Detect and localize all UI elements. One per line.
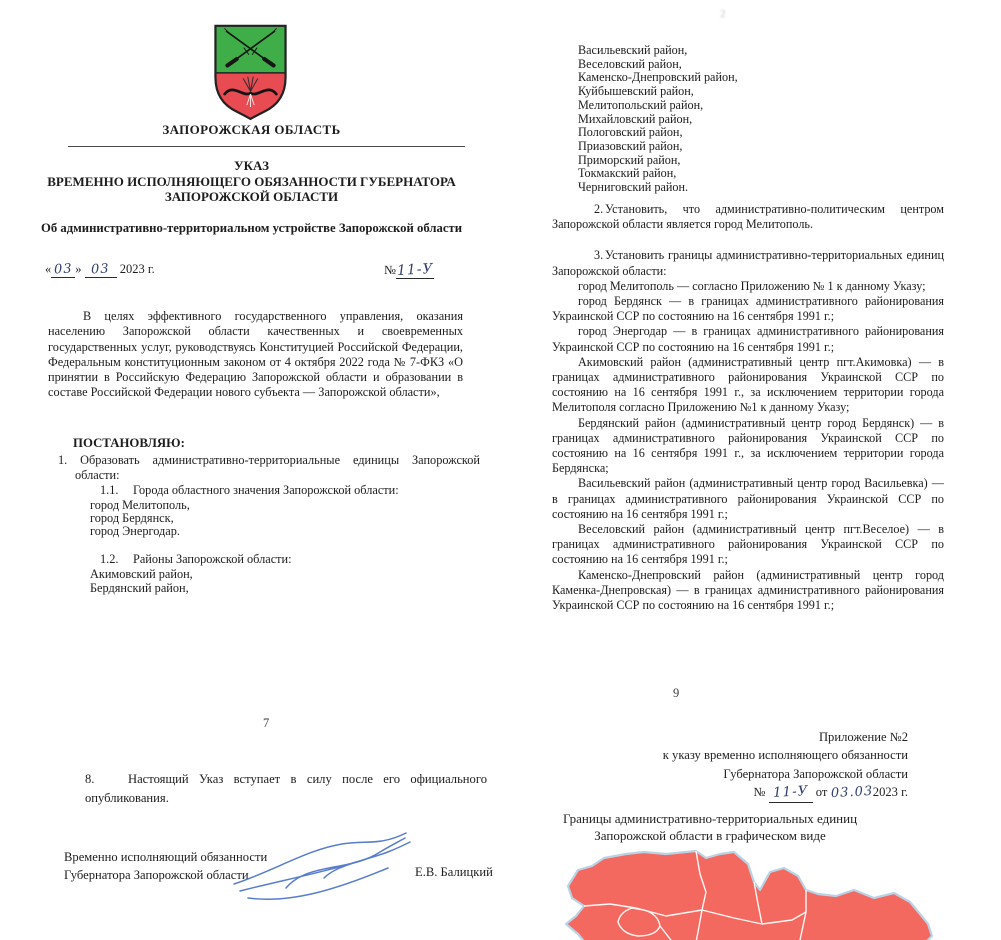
appendix-subtitle-line1: к указу временно исполняющего обязанности (662, 748, 908, 763)
page-7 (0, 700, 505, 940)
appendix-ot: от (815, 785, 828, 800)
boundary-clause: город Энергодар — в границах административного районирования Украинской ССР по состоянию на 16 сентября 1991 г.; (552, 324, 944, 354)
number-sign: № (384, 263, 396, 277)
appendix-number-line (580, 783, 908, 802)
decree-subject: Об административно-территориальном устройстве Запорожской области (40, 221, 463, 235)
appendix-header (580, 728, 908, 803)
list-item: Приморский район, (578, 152, 681, 167)
list-item: Черниговский район. (578, 180, 689, 195)
map-caption-line1: Границы административно-территориальных единиц (562, 811, 858, 826)
list-item: Михайловский район, (578, 111, 693, 126)
handwritten-appendix-number: 11-У (772, 783, 809, 802)
date-quote-open: « (45, 262, 52, 276)
item-2 (552, 202, 944, 232)
boundary-clause: город Бердянск — в границах административного районирования Украинской ССР по состоянию на 16 сентября 1991 г.; (552, 294, 944, 324)
appendix-title: Приложение №2 (818, 730, 908, 744)
list-item: Куйбышевский район, (578, 84, 694, 99)
map-caption (520, 811, 900, 844)
page-1 (38, 0, 480, 615)
signature-role-line1: Временно исполняющий обязанности (64, 850, 268, 864)
item-1-text: Образовать административно-территориальные единицы Запорожской области: (75, 453, 480, 483)
boundary-clause: Каменско-Днепровский район (административный центр город Каменка-Днепровская) — в границах административного районирования Украинской ССР по состоянию на 16 сентября 1991 г.; (552, 567, 944, 613)
list-item: Акимовский район, (90, 567, 193, 581)
header-divider (68, 146, 465, 147)
decree-title (38, 158, 465, 205)
item-8-number: 8. (85, 772, 95, 786)
page-9 (520, 660, 1001, 940)
signature-role-line2: Губернатора Запорожской области (64, 868, 249, 882)
page-number: 7 (263, 716, 270, 730)
item-1-2-number: 1.2. (100, 552, 119, 566)
handwritten-decree-number: 11-У (396, 261, 434, 279)
item-8 (85, 770, 487, 808)
list-item: Васильевский район, (578, 43, 688, 57)
boundary-clause: Акимовский район (административный центр пгт.Акимовка) — в границах административного районирования Украинской ССР по состоянию на 16 сентября 1991 г., за исключением территории города Мелитополя согласно Приложению №1 к данному Указу; (552, 354, 944, 415)
item-1-1 (100, 483, 399, 498)
handwritten-appendix-date: 03.03 (830, 784, 874, 802)
item-8-text: Настоящий Указ вступает в силу после его официального опубликования. (85, 772, 487, 805)
decree-title-line3: ЗАПОРОЖСКОЙ ОБЛАСТИ (164, 189, 339, 204)
region-name-heading: ЗАПОРОЖСКАЯ ОБЛАСТЬ (162, 122, 341, 137)
list-item: Бердянский район, (90, 580, 189, 595)
date-year: 2023 г. (119, 262, 155, 276)
districts-list (578, 44, 738, 195)
list-item: Веселовский район, (578, 56, 682, 71)
item-1-1-text: Города областного значения Запорожской области: (133, 483, 399, 497)
list-item: Токмакский район, (578, 166, 677, 181)
date-quote-close: » (75, 262, 82, 276)
appendix-year: 2023 г. (872, 785, 908, 800)
map-caption-line2: Запорожской области в графическом виде (594, 827, 826, 843)
boundary-clause: Бердянский район (административный центр город Бердянск) — в границах административного районирования Украинской ССР по состоянию на 16 сентября 1991 г., за исключением территории города Бердянска; (552, 415, 944, 476)
boundary-clause: город Мелитополь — согласно Приложению № 1 к данному Указу; (578, 278, 926, 293)
item-3-text: Установить границы административно-территориальных единиц Запорожской области: (552, 248, 944, 278)
boundary-clause: Веселовский район (административный центр пгт.Веселое) — в границах административного районирования Украинской ССР по состоянию на 16 сентября 1991 г.; (552, 522, 944, 567)
list-item: Мелитопольский район, (578, 97, 704, 112)
list-item: Пологовский район, (578, 125, 683, 140)
page-2 (520, 0, 1001, 613)
preamble-paragraph: В целях эффективного государственного управления, оказания населению Запорожской области качественных и своевременных государственных услуг, руководствуясь Конституцией Российской Федерации, Федеральным конституционным законом от 4 октября 2022 года № 7-ФКЗ «О принятии в Российскую Федерацию Запорожской области и образовании в составе Российской Федерации нового субъекта — Запорожской области», (48, 309, 463, 400)
decree-number-field (384, 262, 434, 279)
page-number: 2 (720, 8, 726, 20)
list-item: Приазовский район, (578, 138, 683, 153)
item-2-text: Установить, что административно-политическим центром Запорожской области является город Мелитополь. (552, 202, 944, 232)
item-1 (58, 453, 480, 484)
decree-title-line1: УКАЗ (234, 158, 269, 173)
list-item: город Энергодар. (90, 524, 180, 538)
item-1-number: 1. (58, 453, 68, 467)
item-2-number: 2. (594, 202, 604, 216)
list-item: город Бердянск, (90, 511, 174, 525)
decree-title-line2: ВРЕМЕННО ИСПОЛНЯЮЩЕГО ОБЯЗАННОСТИ ГУБЕРНАТОРА (47, 173, 456, 189)
boundary-clause: Васильевский район (административный центр город Васильевка) — в границах административного районирования Украинской ССР по состоянию на 16 сентября 1991 г.; (552, 476, 944, 521)
item-3-number: 3. (594, 248, 604, 263)
region-map (548, 848, 944, 940)
signatory-name: Е.В. Балицкий (415, 865, 493, 879)
appendix-subtitle-line2: Губернатора Запорожской области (723, 766, 908, 781)
cities-list (90, 499, 190, 538)
item-1-1-number: 1.1. (100, 483, 119, 497)
handwritten-month: 03 (90, 261, 111, 278)
list-item: город Мелитополь, (90, 498, 190, 512)
handwritten-day: 03 (53, 261, 73, 278)
coat-of-arms-icon (209, 20, 292, 122)
appendix-number-sign: № (753, 785, 766, 800)
item-1-2-text: Районы Запорожской области: (133, 552, 292, 566)
districts-list-begin (90, 568, 193, 595)
signature-autograph-icon (228, 828, 418, 906)
page-number: 9 (673, 686, 680, 700)
page-2-body (552, 202, 944, 613)
resolve-heading: ПОСТАНОВЛЯЮ: (73, 436, 185, 450)
item-1-2 (100, 552, 292, 567)
item-3 (552, 248, 944, 278)
date-field (45, 262, 155, 276)
date-number-row (45, 262, 458, 278)
list-item: Каменско-Днепровский район, (578, 70, 738, 85)
